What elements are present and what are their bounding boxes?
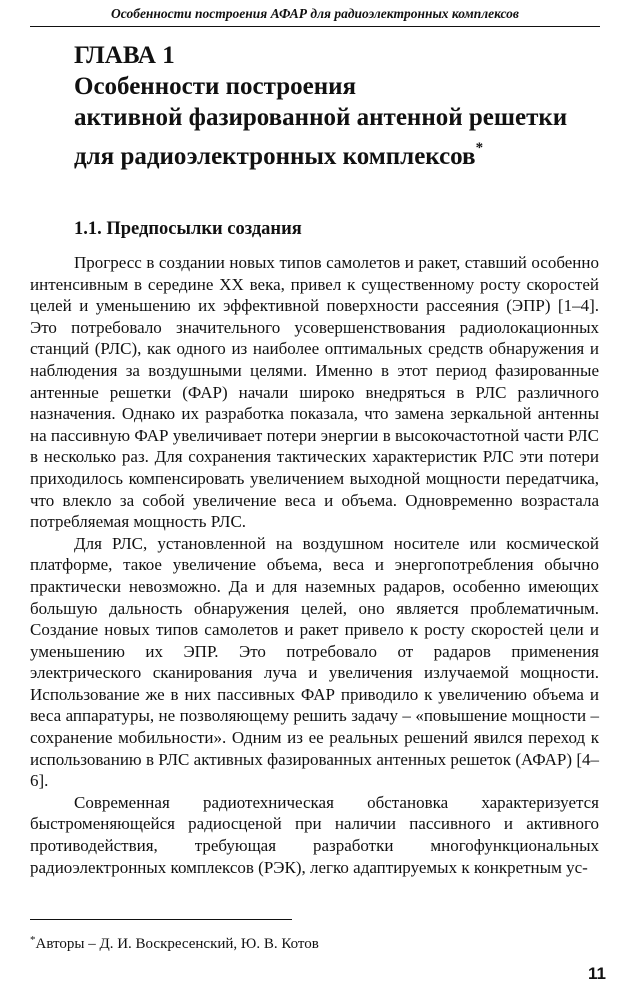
paragraph-1: Прогресс в создании новых типов самолетов и ракет, ставший особенно интенсивным в середине XX века, привел к существенному росту скоростей целей и уменьшению их эффективной поверхности рассеяния (ЭПР) [1–4]. Это потребовало значительного усовершенствования радиолокационных станций (РЛС), как одного из наиболее оптимальных средств обнаружения и наблюдения за воздушными целями. Именно в этот период фазированные антенные решетки (ФАР) начали широко внедряться в РЛС различного назначения. Однако их разработка показала, что замена зеркальной антенны на пассивную ФАР увеличивает потери энергии в высокочастотной части РЛС в несколько раз. Для сохранения тактических характеристик РЛС эти потери приходилось компенсировать увеличением выходной мощности передатчика, что влекло за собой увеличение веса и объема. Одновременно возрастала потребляемая мощность РЛС. bbox=[30, 253, 599, 532]
chapter-title-line-3-text: для радиоэлектронных комплексов bbox=[74, 143, 476, 170]
paragraph-2: Для РЛС, установленной на воздушном носителе или космической платформе, такое увеличение объема, веса и энергопотребления обычно практически невозможно. Да и для наземных радаров, особенно имеющих большую дальность обнаружения целей, оно является проблематичным. Создание новых типов самолетов и ракет привело к росту скоростей цели и уменьшению их ЭПР. Это потребовало от радаров применения электрического сканирования луча и увеличения излучаемой мощности. Использование же в них пассивных ФАР приводило к увеличению объема и веса аппаратуры, не позволяющему решить задачу – «повышение мощности – сохранение мобильности». Одним из ее реальных решений явился переход к использованию в РЛС активных фазированных антенных решеток (АФАР) [4–6]. bbox=[30, 533, 599, 791]
footnote-reference-mark: * bbox=[475, 140, 484, 156]
chapter-title-line-1: Особенности построения bbox=[74, 73, 357, 100]
chapter-title-line-3 bbox=[74, 133, 598, 172]
paragraph-3: Современная радиотехническая обстановка характеризуется быстроменяющейся радиосценой при наличии пассивного и активного противодействия, требующая разработки многофункциональных радиоэлектронных комплексов (РЭК), легко адаптируемых к конкретным ус- bbox=[30, 792, 599, 877]
footnote-divider bbox=[30, 919, 292, 920]
header-divider bbox=[30, 26, 600, 27]
footnote-text: Авторы – Д. И. Воскресенский, Ю. В. Котов bbox=[35, 936, 319, 952]
chapter-label: ГЛАВА 1 bbox=[74, 42, 175, 69]
body-text bbox=[30, 252, 599, 878]
running-header: Особенности построения АФАР для радиоэлектронных комплексов bbox=[111, 6, 519, 21]
chapter-heading bbox=[74, 40, 598, 172]
page-number: 11 bbox=[588, 964, 606, 983]
footnote-mark: * bbox=[30, 934, 36, 946]
chapter-title-line-2: активной фазированной антенной решетки bbox=[74, 104, 568, 131]
footnote bbox=[30, 931, 319, 953]
section-heading: 1.1. Предпосылки создания bbox=[74, 219, 302, 239]
